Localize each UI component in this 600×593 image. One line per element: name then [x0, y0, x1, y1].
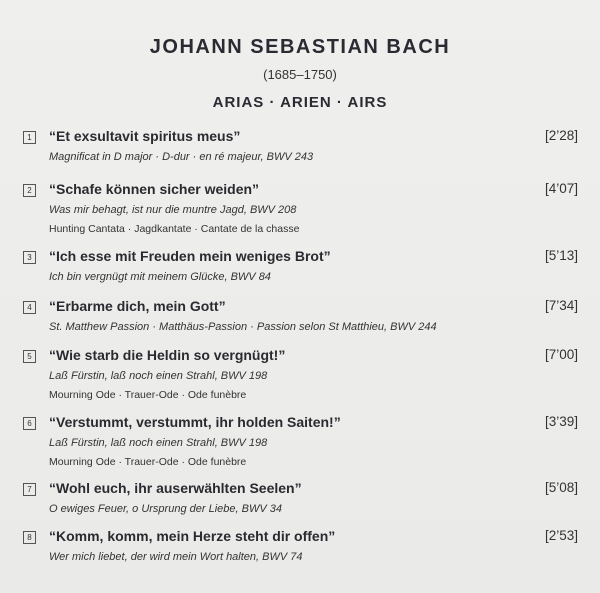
track-number: 8 — [23, 531, 36, 544]
track-duration: [4’07] — [544, 181, 578, 196]
track-title: “Verstummt, verstummt, ihr holden Saiten!” — [49, 414, 341, 430]
track-duration: [7’00] — [544, 347, 578, 362]
track-number: 4 — [23, 301, 36, 314]
track-work: Ich bin vergnügt mit meinem Glücke, BWV 84 — [49, 271, 271, 283]
track-work: Was mir behagt, ist nur die muntre Jagd, BWV 208 — [49, 204, 297, 216]
track-work: Magnificat in D major · D-dur · en ré majeur, BWV 243 — [49, 151, 314, 163]
album-subtitle: ARIAS · ARIEN · AIRS — [212, 94, 388, 111]
track-title: “Schafe können sicher weiden” — [49, 181, 260, 197]
composer-dates: (1685–1750) — [263, 67, 337, 82]
track-title: “Komm, komm, mein Herze steht dir offen” — [49, 528, 336, 544]
track-number: 5 — [23, 350, 36, 363]
track-work-subtitle: Hunting Cantata · Jagdkantate · Cantate de la chasse — [49, 223, 300, 235]
track-duration: [2’28] — [544, 128, 578, 143]
track-work: St. Matthew Passion · Matthäus-Passion · Passion selon St Matthieu, BWV 244 — [49, 321, 437, 333]
track-title: “Ich esse mit Freuden mein weniges Brot” — [49, 248, 331, 264]
track-duration: [7’34] — [544, 298, 578, 313]
track-title: “Erbarme dich, mein Gott” — [49, 298, 226, 314]
track-number: 1 — [23, 131, 36, 144]
track-work: O ewiges Feuer, o Ursprung der Liebe, BWV 34 — [49, 503, 282, 515]
track-title: “Wohl euch, ihr auserwählten Seelen” — [49, 480, 302, 496]
track-number: 3 — [23, 251, 36, 264]
track-duration: [3’39] — [544, 414, 578, 429]
track-title: “Wie starb die Heldin so vergnügt!” — [49, 347, 286, 363]
track-duration: [5’08] — [544, 480, 578, 495]
track-work: Laß Fürstin, laß noch einen Strahl, BWV 198 — [49, 370, 268, 382]
track-duration: [2’53] — [544, 528, 578, 543]
track-duration: [5’13] — [544, 248, 578, 263]
track-work-subtitle: Mourning Ode · Trauer-Ode · Ode funèbre — [49, 389, 247, 401]
track-title: “Et exsultavit spiritus meus” — [49, 128, 241, 144]
track-number: 2 — [23, 184, 36, 197]
track-number: 6 — [23, 417, 36, 430]
track-work-subtitle: Mourning Ode · Trauer-Ode · Ode funèbre — [49, 456, 247, 468]
composer-name: JOHANN SEBASTIAN BACH — [149, 36, 451, 58]
track-number: 7 — [23, 483, 36, 496]
track-work: Wer mich liebet, der wird mein Wort halten, BWV 74 — [49, 551, 303, 563]
track-work: Laß Fürstin, laß noch einen Strahl, BWV 198 — [49, 437, 268, 449]
header — [0, 0, 600, 111]
